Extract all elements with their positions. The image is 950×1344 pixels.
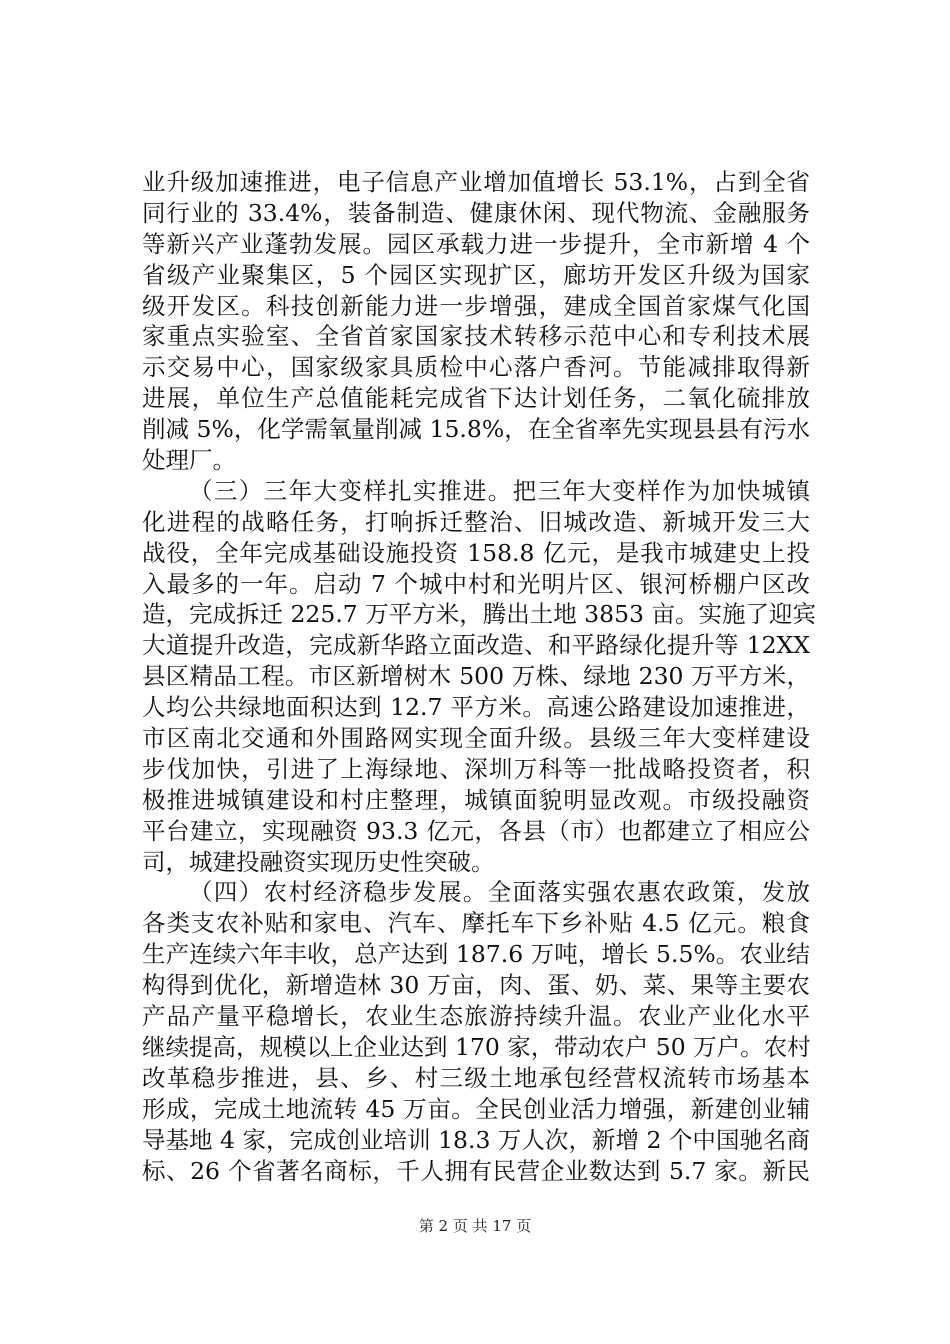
text-line: 战役，全年完成基础设施投资 158.8 亿元，是我市城建史上投 (142, 538, 810, 567)
text-line: 处理厂。 (142, 446, 236, 475)
text-line: 产品产量平稳增长，农业生态旅游持续升温。农业产业化水平 (142, 1002, 810, 1031)
text-line: 各类支农补贴和家电、汽车、摩托车下乡补贴 4.5 亿元。粮食 (142, 909, 810, 938)
text-line: 步伐加快，引进了上海绿地、深圳万科等一批战略投资者，积 (142, 754, 810, 783)
text-line: 形成，完成土地流转 45 万亩。全民创业活力增强，新建创业辅 (142, 1094, 810, 1123)
text-line: 示交易中心，国家级家具质检中心落户香河。节能减排取得新 (142, 353, 810, 382)
text-line: 司，城建投融资实现历史性突破。 (142, 847, 495, 876)
text-line: 削减 5%，化学需氧量削减 15.8%，在全省率先实现县县有污水 (142, 415, 810, 444)
text-line: 入最多的一年。启动 7 个城中村和光明片区、银河桥棚户区改 (142, 569, 810, 598)
text-line: 极推进城镇建设和村庄整理，城镇面貌明显改观。市级投融资 (142, 785, 810, 814)
text-line: 人均公共绿地面积达到 12.7 平方米。高速公路建设加速推进， (142, 693, 810, 722)
text-line: 省级产业聚集区，5 个园区实现扩区，廊坊开发区升级为国家 (142, 260, 810, 289)
paragraph (142, 476, 816, 878)
text-line: 导基地 4 家，完成创业培训 18.3 万人次，新增 2 个中国驰名商 (142, 1125, 810, 1154)
text-line: 同行业的 33.4%，装备制造、健康休闲、现代物流、金融服务 (142, 198, 810, 227)
text-line: 生产连续六年丰收，总产达到 187.6 万吨，增长 5.5%。农业结 (142, 940, 810, 969)
text-line: 市区南北交通和外围路网实现全面升级。县级三年大变样建设 (142, 724, 810, 753)
text-line: 业升级加速推进，电子信息产业增加值增长 53.1%，占到全省 (142, 168, 810, 196)
paragraph (142, 167, 810, 476)
text-line: 级开发区。科技创新能力进一步增强，建成全国首家煤气化国 (142, 291, 810, 320)
text-line: 造，完成拆迁 225.7 万平方米，腾出土地 3853 亩。实施了迎宾 (142, 600, 816, 629)
paragraph (142, 877, 810, 1186)
document-body (142, 167, 816, 1186)
text-line: （四）农村经济稳步发展。全面落实强农惠农政策，发放 (189, 878, 810, 907)
text-line: （三）三年大变样扎实推进。把三年大变样作为加快城镇 (189, 476, 810, 505)
text-line: 进展，单位生产总值能耗完成省下达计划任务，二氧化硫排放 (142, 384, 810, 413)
text-line: 改革稳步推进，县、乡、村三级土地承包经营权流转市场基本 (142, 1063, 810, 1092)
page-footer: 第 2 页 共 17 页 (418, 1217, 532, 1235)
text-line: 家重点实验室、全省首家国家技术转移示范中心和专利技术展 (142, 322, 810, 351)
text-line: 标、26 个省著名商标，千人拥有民营企业数达到 5.7 家。新民 (142, 1156, 810, 1185)
text-line: 大道提升改造，完成新华路立面改造、和平路绿化提升等 12XX (142, 631, 810, 660)
text-line: 化进程的战略任务，打响拆迁整治、旧城改造、新城开发三大 (142, 507, 810, 536)
text-line: 平台建立，实现融资 93.3 亿元，各县（市）也都建立了相应公 (142, 816, 810, 845)
text-line: 继续提高，规模以上企业达到 170 家，带动农户 50 万户。农村 (142, 1032, 811, 1061)
text-line: 等新兴产业蓬勃发展。园区承载力进一步提升，全市新增 4 个 (142, 229, 810, 258)
text-line: 构得到优化，新增造林 30 万亩，肉、蛋、奶、菜、果等主要农 (142, 971, 810, 1000)
text-line: 县区精品工程。市区新增树木 500 万株、绿地 230 万平方米， (142, 662, 810, 691)
